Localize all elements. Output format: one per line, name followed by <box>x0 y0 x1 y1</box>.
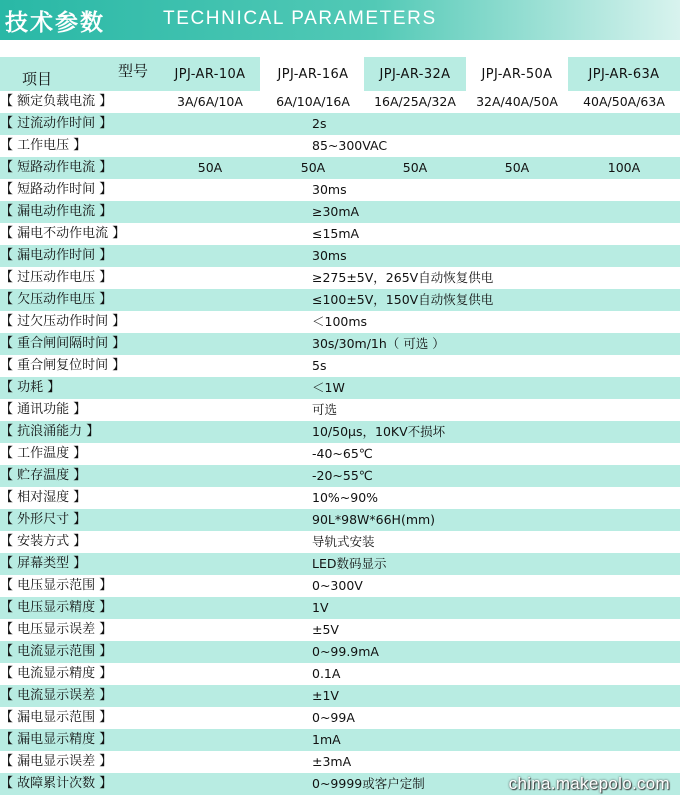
row-label: 【 相对湿度 】 <box>0 490 87 505</box>
table-row <box>0 553 680 575</box>
model-header-4: JPJ-AR-50A <box>466 57 568 91</box>
row-label: 【 电压显示误差 】 <box>0 622 113 637</box>
table-row <box>0 91 680 113</box>
row-label: 【 电压显示范围 】 <box>0 578 113 593</box>
table-row <box>0 641 680 663</box>
row-value: ≤100±5V，150V自动恢复供电 <box>312 292 494 307</box>
row-value: ≤15mA <box>312 226 360 241</box>
watermark: china.makepolo.com <box>508 774 670 793</box>
row-label: 【 重合闸复位时间 】 <box>0 358 126 373</box>
row-label: 【 过欠压动作时间 】 <box>0 314 126 329</box>
row-value: 10%~90% <box>312 490 379 505</box>
row-label: 【 漏电显示误差 】 <box>0 754 113 769</box>
row-value: -20~55℃ <box>312 468 373 483</box>
row-value: ＜1W <box>312 380 345 395</box>
row-value-1: 3A/6A/10A <box>177 94 243 109</box>
row-label: 【 漏电显示范围 】 <box>0 710 113 725</box>
row-value: 0~9999或客户定制 <box>312 776 425 791</box>
row-value-2: 6A/10A/16A <box>276 94 350 109</box>
table-row <box>0 619 680 641</box>
model-header-3: JPJ-AR-32A <box>364 57 466 91</box>
row-value: -40~65℃ <box>312 446 373 461</box>
row-label: 【 电流显示误差 】 <box>0 688 113 703</box>
table-row <box>0 223 680 245</box>
parameters-table <box>0 57 680 795</box>
table-row <box>0 355 680 377</box>
row-label: 【 电流显示精度 】 <box>0 666 113 681</box>
table-row <box>0 267 680 289</box>
table-row <box>0 333 680 355</box>
row-label: 【 漏电动作时间 】 <box>0 248 113 263</box>
row-label: 【 漏电动作电流 】 <box>0 204 113 219</box>
row-label: 【 短路动作时间 】 <box>0 182 113 197</box>
row-value-4: 32A/40A/50A <box>476 94 558 109</box>
table-row <box>0 751 680 773</box>
row-label: 【 欠压动作电压 】 <box>0 292 113 307</box>
row-label: 【 工作温度 】 <box>0 446 87 461</box>
row-value: 0~99A <box>312 710 355 725</box>
row-label: 【 通讯功能 】 <box>0 402 87 417</box>
row-value-3: 50A <box>402 160 428 175</box>
table-row <box>0 685 680 707</box>
table-row <box>0 135 680 157</box>
row-value: 0~99.9mA <box>312 644 379 659</box>
row-value: ＜100ms <box>312 314 368 329</box>
row-value: 导轨式安装 <box>312 534 375 549</box>
row-value-5: 100A <box>607 160 641 175</box>
table-row <box>0 509 680 531</box>
table-row <box>0 399 680 421</box>
table-row <box>0 113 680 135</box>
row-label: 【 电流显示范围 】 <box>0 644 113 659</box>
row-label: 【 贮存温度 】 <box>0 468 87 483</box>
row-value-5: 40A/50A/63A <box>583 94 665 109</box>
title-banner <box>0 0 680 40</box>
table-row <box>0 289 680 311</box>
row-value: ≥275±5V，265V自动恢复供电 <box>312 270 494 285</box>
row-value: 0~300V <box>312 578 363 593</box>
row-value-1: 50A <box>197 160 223 175</box>
row-value: 10/50μs，10KV不损坏 <box>312 424 446 439</box>
row-value: ±5V <box>312 622 339 637</box>
table-row <box>0 531 680 553</box>
row-label: 【 重合闸间隔时间 】 <box>0 336 126 351</box>
row-label: 【 故障累计次数 】 <box>0 776 113 791</box>
row-value: 可选 <box>312 402 338 417</box>
table-row <box>0 487 680 509</box>
row-label: 【 抗浪涌能力 】 <box>0 424 100 439</box>
row-value: ≥30mA <box>312 204 360 219</box>
row-value: 1mA <box>312 732 341 747</box>
row-label: 【 功耗 】 <box>0 380 61 395</box>
table-row <box>0 311 680 333</box>
row-label: 【 漏电不动作电流 】 <box>0 226 126 241</box>
corner-cell <box>0 57 160 91</box>
table-row <box>0 157 680 179</box>
model-header-5: JPJ-AR-63A <box>568 57 680 91</box>
corner-model-label: 型号 <box>117 62 148 80</box>
row-label: 【 过压动作电压 】 <box>0 270 113 285</box>
row-value-3: 16A/25A/32A <box>374 94 456 109</box>
row-value-2: 50A <box>300 160 326 175</box>
row-value: 30ms <box>312 248 347 263</box>
row-value: 5s <box>312 358 327 373</box>
row-label: 【 额定负载电流 】 <box>0 94 113 109</box>
title-zh: 技术参数 <box>5 10 105 36</box>
title-en: TECHNICAL PARAMETERS <box>163 8 437 29</box>
row-label: 【 短路动作电流 】 <box>0 160 113 175</box>
table-row <box>0 597 680 619</box>
table-row <box>0 729 680 751</box>
row-value: ±3mA <box>312 754 352 769</box>
table-row <box>0 663 680 685</box>
row-value: 0.1A <box>312 666 341 681</box>
model-header-2: JPJ-AR-16A <box>262 57 364 91</box>
row-value: 1V <box>312 600 329 615</box>
row-value: LED数码显示 <box>312 556 387 571</box>
row-value: 2s <box>312 116 327 131</box>
row-label: 【 屏幕类型 】 <box>0 556 87 571</box>
row-value: 30ms <box>312 182 347 197</box>
row-value: 85~300VAC <box>312 138 388 153</box>
row-label: 【 工作电压 】 <box>0 138 87 153</box>
table-row <box>0 465 680 487</box>
table-row <box>0 421 680 443</box>
table-row <box>0 179 680 201</box>
row-value: ±1V <box>312 688 339 703</box>
table-row <box>0 245 680 267</box>
table-row <box>0 575 680 597</box>
table-row <box>0 707 680 729</box>
row-value: 30s/30m/1h（ 可选 ） <box>312 336 445 351</box>
table-row <box>0 443 680 465</box>
row-label: 【 过流动作时间 】 <box>0 116 113 131</box>
model-header-1: JPJ-AR-10A <box>160 57 260 91</box>
row-value-4: 50A <box>504 160 530 175</box>
row-label: 【 漏电显示精度 】 <box>0 732 113 747</box>
row-label: 【 电压显示精度 】 <box>0 600 113 615</box>
table-row <box>0 201 680 223</box>
row-value: 90L*98W*66H(mm) <box>312 512 436 527</box>
row-label: 【 外形尺寸 】 <box>0 512 87 527</box>
table-row <box>0 377 680 399</box>
corner-item-label: 项目 <box>22 70 53 88</box>
row-label: 【 安装方式 】 <box>0 534 87 549</box>
table-header-row <box>0 57 680 91</box>
